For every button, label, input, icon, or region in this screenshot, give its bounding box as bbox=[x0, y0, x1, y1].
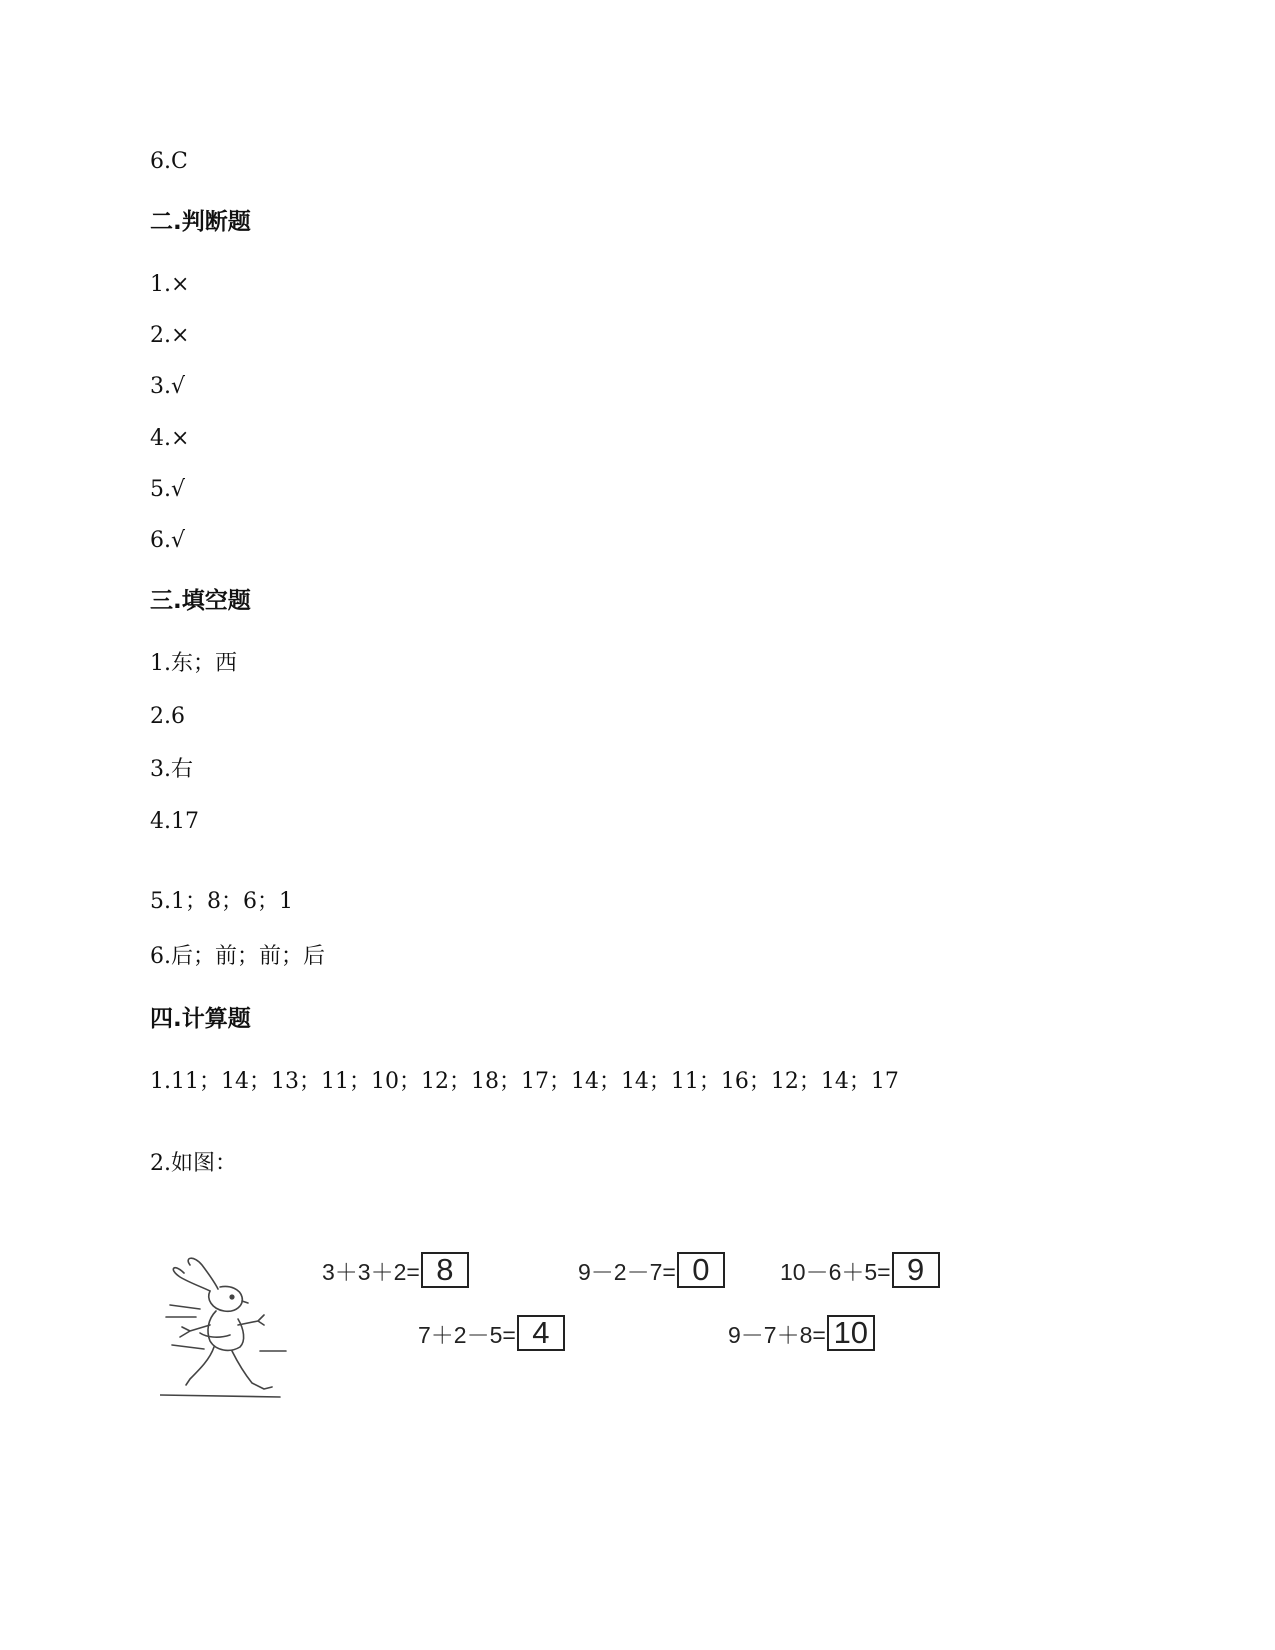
judge-item-3: 3.√ bbox=[150, 374, 186, 399]
equation-4-answer-box: 4 bbox=[517, 1315, 565, 1351]
judge-item-5: 5.√ bbox=[150, 477, 186, 502]
answer-6c: 6.C bbox=[150, 149, 188, 174]
judge-item-4: 4.× bbox=[150, 426, 190, 451]
section2-heading: 二.判断题 bbox=[150, 209, 251, 235]
fill-item-6: 6.后；前；前；后 bbox=[150, 944, 325, 969]
equation-3-expr: 10－6＋5= bbox=[780, 1258, 891, 1285]
fill-item-3: 3.右 bbox=[150, 757, 193, 782]
equation-3-answer-box: 9 bbox=[892, 1252, 940, 1288]
fill-item-4: 4.17 bbox=[150, 809, 199, 834]
equation-1-answer-box: 8 bbox=[421, 1252, 469, 1288]
calc-item-2: 2.如图： bbox=[150, 1151, 237, 1176]
section4-heading: 四.计算题 bbox=[150, 1006, 251, 1032]
judge-item-6: 6.√ bbox=[150, 528, 186, 553]
equation-1-expr: 3＋3＋2= bbox=[322, 1258, 420, 1285]
equation-1 bbox=[322, 1252, 469, 1288]
section3-heading: 三.填空题 bbox=[150, 588, 251, 614]
calc-figure bbox=[160, 1252, 1020, 1405]
equation-5-expr: 9－7＋8= bbox=[728, 1321, 826, 1348]
calc-item-1: 1.11；14；13；11；10；12；18；17；14；14；11；16；12；14；17 bbox=[150, 1069, 899, 1094]
equation-3 bbox=[780, 1252, 940, 1288]
fill-item-5: 5.1；8；6；1 bbox=[150, 889, 293, 914]
equation-2-answer-box: 0 bbox=[677, 1252, 725, 1288]
equation-2-expr: 9－2－7= bbox=[578, 1258, 676, 1285]
judge-item-2: 2.× bbox=[150, 323, 190, 348]
equation-2 bbox=[578, 1252, 725, 1288]
equation-5-answer-box: 10 bbox=[827, 1315, 875, 1351]
equation-4 bbox=[418, 1315, 565, 1351]
equation-4-expr: 7＋2－5= bbox=[418, 1321, 516, 1348]
fill-item-2: 2.6 bbox=[150, 704, 185, 729]
equation-5 bbox=[728, 1315, 875, 1351]
fill-item-1: 1.东；西 bbox=[150, 651, 237, 676]
judge-item-1: 1.× bbox=[150, 272, 190, 297]
rabbit-illustration bbox=[160, 1255, 290, 1405]
